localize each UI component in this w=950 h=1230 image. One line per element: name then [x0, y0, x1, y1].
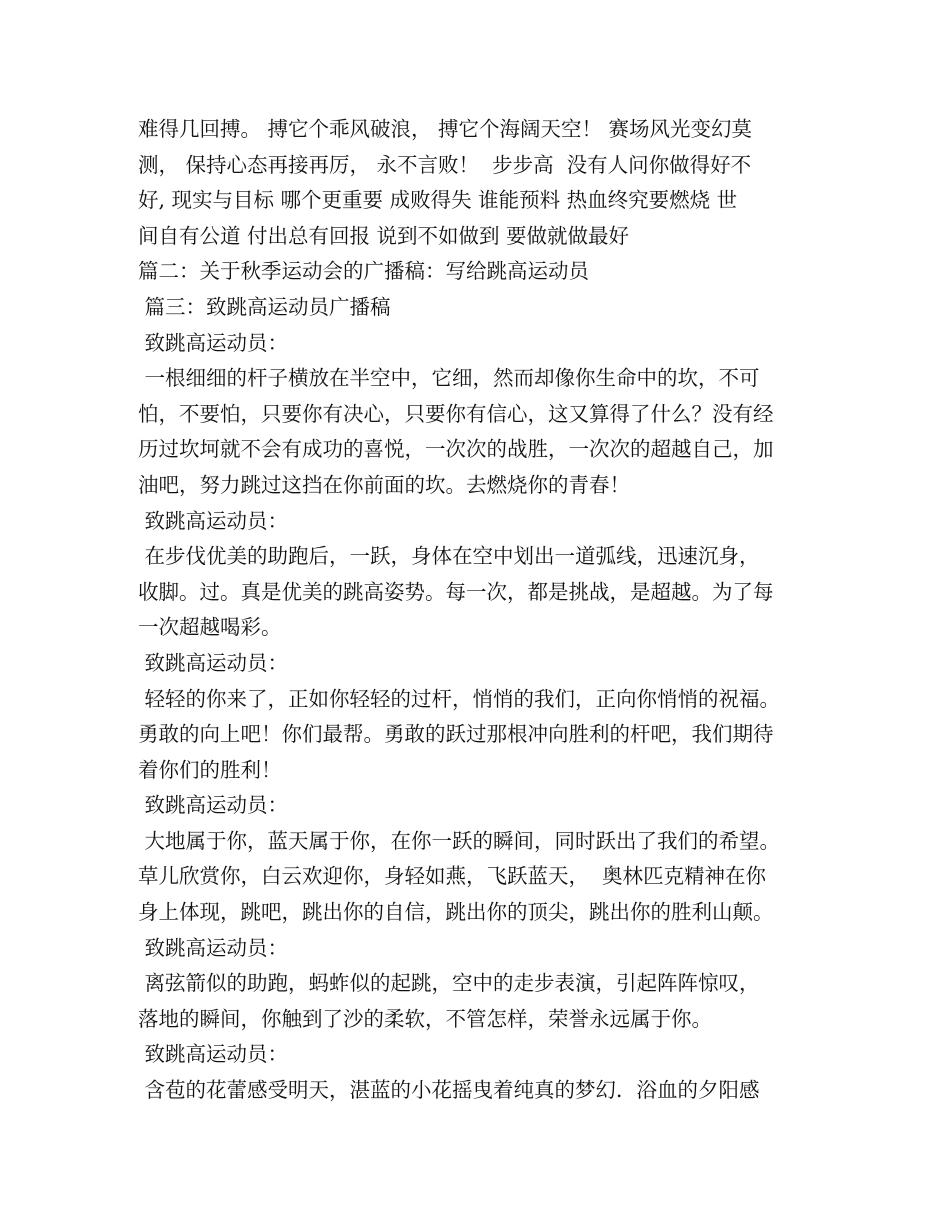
salutation: 致跳高运动员： [138, 935, 289, 960]
text-line: 历过坎坷就不会有成功的喜悦，一次次的战胜，一次次的超越自己，加 [138, 437, 774, 462]
salutation: 致跳高运动员： [138, 508, 289, 533]
text-line: 在步伐优美的助跑后，一跃，身体在空中划出一道弧线，迅速沉身， [138, 544, 760, 569]
text-line: 落地的瞬间，你触到了沙的柔软，不管怎样，荣誉永远属于你。 [138, 1006, 712, 1031]
text-line: 怕，不要怕，只要你有决心，只要你有信心，这又算得了什么？没有经 [138, 401, 774, 426]
text-line: 一次超越喝彩。 [138, 615, 282, 640]
salutation: 致跳高运动员： [138, 793, 289, 818]
text-line: 着你们的胜利！ [138, 757, 282, 782]
salutation: 致跳高运动员： [138, 330, 289, 355]
text-line: 难得几回搏。 搏它个乖风破浪， 搏它个海阔天空！ 赛场风光变幻莫 [138, 117, 753, 141]
text-line: 离弦箭似的助跑，蚂蚱似的起跳，空中的走步表演，引起阵阵惊叹， [138, 971, 760, 996]
salutation: 致跳高运动员： [138, 650, 289, 675]
text-line: 油吧，努力跳过这挡在你前面的坎。去燃烧你的青春！ [138, 472, 630, 497]
document-body [138, 112, 838, 1109]
section-heading: 篇二：关于秋季运动会的广播稿：写给跳高运动员 [138, 259, 589, 284]
text-line: 大地属于你，蓝天属于你，在你一跃的瞬间，同时跃出了我们的希望。 [138, 828, 781, 853]
text-line: 收脚。过。真是优美的跳高姿势。每一次，都是挑战，是超越。为了每 [138, 579, 774, 604]
text-line: 一根细细的杆子横放在半空中，它细，然而却像你生命中的坎，不可 [138, 366, 760, 391]
salutation: 致跳高运动员： [138, 1042, 289, 1067]
text-line: 勇敢的向上吧！你们最帮。勇敢的跃过那根冲向胜利的杆吧，我们期待 [138, 722, 774, 747]
text-line: 测， 保持心态再接再厉， 永不言败！ 步步高 没有人问你做得好不 [138, 152, 752, 177]
text-line: 草儿欣赏你，白云欢迎你，身轻如燕，飞跃蓝天， 奥林匹克精神在你 [138, 864, 767, 889]
text-line: 含苞的花蕾感受明天，湛蓝的小花摇曳着纯真的梦幻．浴血的夕阳感 [138, 1078, 760, 1103]
text-line: 轻轻的你来了，正如你轻轻的过杆，悄悄的我们，正向你悄悄的祝福。 [138, 686, 781, 711]
text-line: 身上体现，跳吧，跳出你的自信，跳出你的顶尖，跳出你的胜利山颠。 [138, 900, 774, 925]
section-heading: 篇三：致跳高运动员广播稿 [138, 294, 391, 319]
text-line: 好, 现实与目标 哪个更重要 成败得失 谁能预料 热血终究要燃烧 世 [138, 188, 738, 213]
text-line: 间自有公道 付出总有回报 说到不如做到 要做就做最好 [138, 223, 630, 248]
